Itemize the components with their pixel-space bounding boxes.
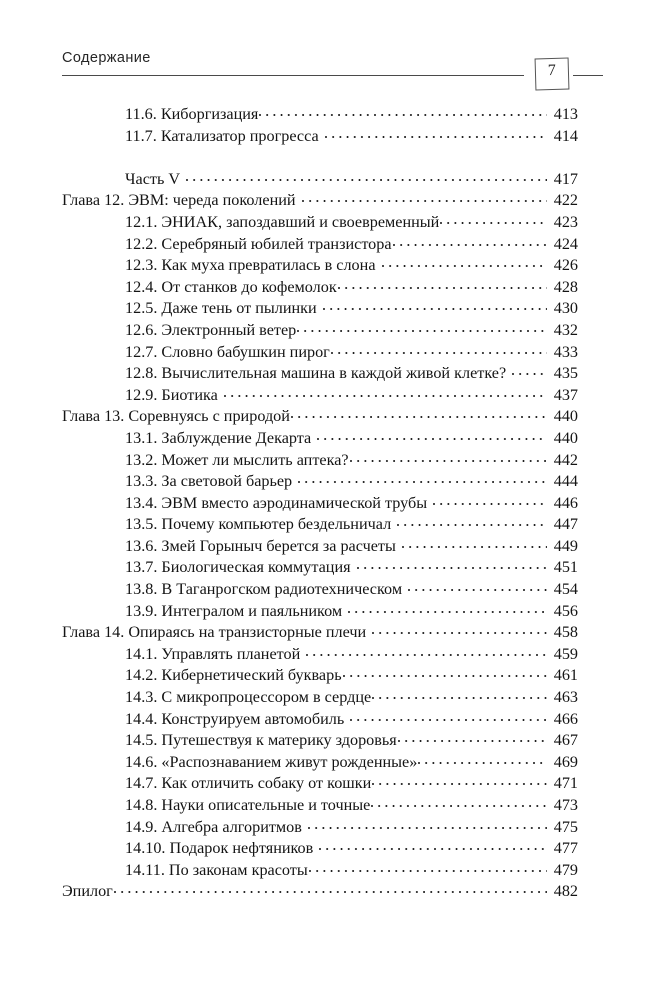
toc-entry[interactable] bbox=[62, 664, 578, 686]
toc-entry-label: 13.6. Змей Горыныч берется за расчеты bbox=[125, 536, 396, 555]
toc-dot-leader bbox=[507, 362, 547, 378]
page-title: Содержание bbox=[62, 50, 151, 66]
toc-entry-page: 447 bbox=[553, 515, 578, 534]
toc-entry[interactable] bbox=[62, 449, 578, 471]
toc-entry[interactable] bbox=[62, 233, 578, 255]
toc-entry-label: 11.6. Киборгизация bbox=[125, 105, 259, 123]
toc-entry-page: 414 bbox=[553, 126, 578, 145]
toc-entry[interactable] bbox=[62, 362, 578, 384]
toc-dot-leader bbox=[440, 211, 547, 227]
toc-entry-label: 13.7. Биологическая коммутация bbox=[125, 558, 351, 577]
toc-entry-page: 475 bbox=[553, 817, 578, 836]
toc-entry-label: 14.6. «Распознаванием живут рожденные» bbox=[125, 752, 418, 771]
toc-entry-label: 14.4. Конструируем автомобиль bbox=[125, 709, 345, 728]
page-number: 7 bbox=[547, 61, 557, 80]
toc-entry-label: 12.9. Биотика bbox=[125, 385, 218, 404]
toc-entry-page: 461 bbox=[553, 666, 578, 685]
toc-entry-page: 437 bbox=[553, 385, 578, 404]
toc-entry[interactable] bbox=[62, 772, 578, 794]
toc-entry[interactable] bbox=[62, 880, 578, 902]
toc-entry-label: 14.11. По законам красоты bbox=[125, 860, 308, 879]
toc-dot-leader bbox=[397, 535, 547, 551]
toc-entry-label: 12.6. Электронный ветер bbox=[125, 320, 297, 339]
toc-entry-label: 12.5. Даже тень от пылинки bbox=[125, 299, 317, 318]
toc-entry[interactable] bbox=[62, 168, 578, 190]
toc-entry-label: 11.7. Катализатор прогресса bbox=[125, 126, 319, 145]
toc-entry[interactable] bbox=[62, 254, 578, 276]
toc-entry-label: 12.2. Серебряный юбилей транзистора bbox=[125, 234, 392, 253]
toc-entry[interactable] bbox=[62, 535, 578, 557]
toc-dot-leader bbox=[352, 556, 547, 572]
toc-entry-label: 14.5. Путешествуя к материку здоровья bbox=[125, 731, 397, 750]
toc-entry[interactable] bbox=[62, 513, 578, 535]
toc-dot-leader bbox=[392, 513, 547, 529]
toc-entry[interactable] bbox=[62, 103, 578, 125]
toc-entry-label: 12.1. ЭНИАК, запоздавший и своевременный bbox=[125, 212, 440, 231]
toc-dot-leader bbox=[418, 751, 547, 767]
toc-dot-leader bbox=[314, 837, 547, 853]
toc-entry-page: 442 bbox=[553, 450, 578, 469]
toc-entry[interactable] bbox=[62, 341, 578, 363]
toc-entry-label: 13.1. Заблуждение Декарта bbox=[125, 428, 312, 447]
toc-entry-label: 14.1. Управлять планетой bbox=[125, 644, 301, 663]
toc-entry[interactable] bbox=[62, 427, 578, 449]
toc-entry-page: 456 bbox=[553, 601, 578, 620]
toc-entry-label: 14.8. Науки описательные и точные bbox=[125, 796, 371, 814]
toc-dot-leader bbox=[345, 708, 547, 724]
toc-dot-leader bbox=[309, 859, 547, 875]
toc-entry[interactable] bbox=[62, 837, 578, 859]
toc-entry[interactable] bbox=[62, 708, 578, 730]
toc-dot-leader bbox=[371, 794, 547, 810]
toc-dot-leader bbox=[338, 276, 547, 292]
toc-dot-leader bbox=[372, 772, 547, 788]
toc-entry-label: 14.9. Алгебра алгоритмов bbox=[125, 817, 302, 836]
toc-entry-page: 458 bbox=[553, 623, 578, 642]
toc-entry-page: 432 bbox=[553, 320, 578, 339]
toc-dot-leader bbox=[312, 427, 547, 443]
toc-entry[interactable] bbox=[62, 621, 578, 643]
toc-entry-page: 440 bbox=[553, 428, 578, 447]
toc-entry[interactable] bbox=[62, 643, 578, 665]
toc-dot-leader bbox=[372, 686, 547, 702]
toc-entry[interactable] bbox=[62, 405, 578, 427]
toc-entry[interactable] bbox=[62, 556, 578, 578]
toc-entry[interactable] bbox=[62, 276, 578, 298]
toc-entry[interactable] bbox=[62, 492, 578, 514]
toc-entry-label: 13.8. В Таганрогском радиотехническом bbox=[125, 580, 403, 599]
toc-entry-page: 482 bbox=[553, 882, 578, 901]
page-number-box bbox=[535, 58, 570, 91]
toc-entry-label: Эпилог bbox=[62, 882, 113, 901]
toc-entry-page: 433 bbox=[553, 342, 578, 361]
toc-entry[interactable] bbox=[62, 125, 578, 147]
toc-entry-page: 469 bbox=[553, 752, 578, 771]
toc-entry-page: 435 bbox=[553, 364, 578, 383]
toc-dot-leader bbox=[343, 600, 547, 616]
toc-entry[interactable] bbox=[62, 686, 578, 708]
toc-dot-leader bbox=[301, 643, 547, 659]
toc-dot-leader bbox=[398, 729, 547, 745]
toc-entry-label: 14.3. С микропроцессором в сердце bbox=[125, 688, 372, 707]
toc-entry-label: 13.5. Почему компьютер бездельничал bbox=[125, 515, 392, 534]
toc-dot-leader bbox=[343, 664, 547, 680]
toc-dot-leader bbox=[259, 103, 547, 119]
toc-dot-leader bbox=[181, 168, 547, 184]
toc-entry-page: 422 bbox=[553, 191, 578, 210]
toc-entry-page: 466 bbox=[553, 709, 578, 728]
toc-entry[interactable] bbox=[62, 319, 578, 341]
toc-entry-page: 428 bbox=[553, 277, 578, 296]
toc-entry-page: 471 bbox=[553, 774, 578, 793]
toc-dot-leader bbox=[318, 297, 547, 313]
toc-dot-leader bbox=[367, 621, 547, 637]
toc-dot-leader bbox=[428, 492, 547, 508]
toc-entry-page: 463 bbox=[553, 688, 578, 707]
toc-entry[interactable] bbox=[62, 816, 578, 838]
toc-entry-label: Глава 12. ЭВМ: череда поколений bbox=[62, 191, 296, 210]
toc-entry[interactable] bbox=[62, 600, 578, 622]
toc-entry[interactable] bbox=[62, 729, 578, 751]
toc-entry-page: 473 bbox=[553, 796, 578, 814]
toc-spacer bbox=[62, 146, 578, 168]
toc-entry-label: 13.3. За световой барьер bbox=[125, 472, 293, 491]
toc-entry-label: 12.8. Вычислительная машина в каждой живой клетке? bbox=[125, 364, 507, 383]
toc-entry-page: 417 bbox=[553, 169, 578, 188]
toc-entry[interactable] bbox=[62, 859, 578, 881]
toc-entry-page: 426 bbox=[553, 256, 578, 275]
toc-entry-label: 12.3. Как муха превратилась в слона bbox=[125, 256, 376, 275]
toc-entry[interactable] bbox=[62, 297, 578, 319]
toc-entry-label: 14.2. Кибернетический букварь bbox=[125, 666, 342, 685]
toc-dot-leader bbox=[350, 449, 547, 465]
toc-entry-page: 449 bbox=[553, 536, 578, 555]
toc-dot-leader bbox=[219, 384, 547, 400]
toc-dot-leader bbox=[293, 470, 547, 486]
toc-entry-label: Глава 14. Опираясь на транзисторные плечи bbox=[62, 623, 367, 642]
toc-dot-leader bbox=[297, 319, 547, 335]
toc-entry[interactable] bbox=[62, 578, 578, 600]
toc-entry-label: 14.7. Как отличить собаку от кошки bbox=[125, 774, 372, 793]
toc-entry-label: 14.10. Подарок нефтяников bbox=[125, 839, 314, 858]
toc-entry[interactable] bbox=[62, 189, 578, 211]
toc-entry-label: 13.2. Может ли мыслить аптека? bbox=[125, 450, 349, 469]
toc-entry-page: 413 bbox=[553, 105, 578, 123]
toc-entry-label: 12.4. От станков до кофемолок bbox=[125, 277, 337, 296]
toc-entry[interactable] bbox=[62, 751, 578, 773]
toc-entry-page: 479 bbox=[553, 860, 578, 879]
toc-entry-page: 446 bbox=[553, 493, 578, 512]
toc-entry-label: Глава 13. Соревнуясь с природой bbox=[62, 407, 290, 426]
toc-entry-label: 13.4. ЭВМ вместо аэродинамической трубы bbox=[125, 493, 428, 512]
toc-entry-label: 13.9. Интегралом и паяльником bbox=[125, 601, 343, 620]
header-rule-left bbox=[62, 75, 524, 76]
toc-entry-page: 454 bbox=[553, 580, 578, 599]
toc-dot-leader bbox=[291, 405, 547, 421]
toc-dot-leader bbox=[377, 254, 547, 270]
toc-entry-page: 430 bbox=[553, 299, 578, 318]
running-header bbox=[62, 50, 578, 90]
toc-dot-leader bbox=[297, 189, 547, 205]
toc-dot-leader bbox=[331, 341, 547, 357]
toc-dot-leader bbox=[114, 880, 547, 896]
toc-dot-leader bbox=[403, 578, 547, 594]
toc-entry[interactable] bbox=[62, 211, 578, 233]
toc-dot-leader bbox=[320, 125, 547, 141]
toc-entry-page: 440 bbox=[553, 407, 578, 426]
header-rule-right bbox=[573, 75, 603, 76]
table-of-contents bbox=[62, 103, 578, 902]
toc-entry-page: 423 bbox=[553, 212, 578, 231]
toc-entry[interactable] bbox=[62, 384, 578, 406]
toc-entry-page: 459 bbox=[553, 644, 578, 663]
toc-entry-label: Часть V bbox=[125, 169, 181, 188]
toc-entry[interactable] bbox=[62, 794, 578, 816]
toc-entry[interactable] bbox=[62, 470, 578, 492]
toc-entry-page: 451 bbox=[553, 558, 578, 577]
toc-dot-leader bbox=[393, 233, 547, 249]
toc-entry-page: 477 bbox=[553, 839, 578, 858]
toc-entry-label: 12.7. Словно бабушкин пирог bbox=[125, 342, 330, 361]
toc-entry-page: 424 bbox=[553, 234, 578, 253]
toc-dot-leader bbox=[303, 816, 547, 832]
toc-entry-page: 467 bbox=[553, 731, 578, 750]
toc-entry-page: 444 bbox=[553, 472, 578, 491]
